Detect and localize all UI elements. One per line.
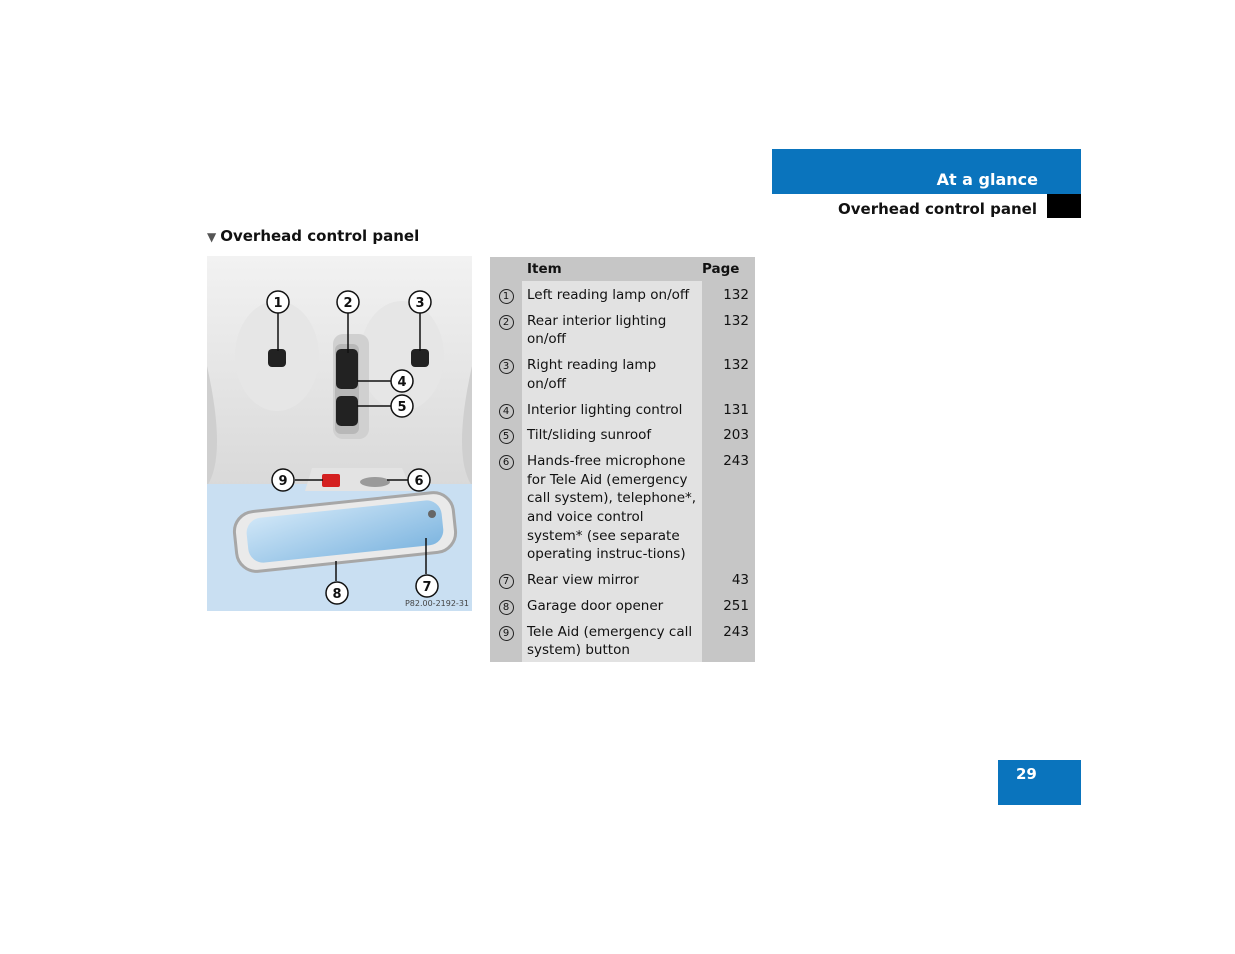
item-page: 203 (702, 421, 755, 447)
callout-3: 3 (415, 296, 425, 311)
item-number: 9 (499, 626, 514, 641)
table-row (490, 307, 755, 351)
callout-5: 5 (397, 400, 407, 415)
item-number: 8 (499, 600, 514, 615)
header-marker (1047, 194, 1081, 218)
callout-6: 6 (414, 474, 424, 489)
chapter-header (772, 149, 1081, 194)
item-table (490, 257, 755, 662)
callout-2: 2 (343, 296, 353, 311)
header-page: Page (702, 257, 755, 281)
table-row (490, 566, 755, 592)
item-description: Rear interior lighting on/off (522, 307, 702, 351)
table-row (490, 281, 755, 307)
table-row (490, 618, 755, 662)
callout-8: 8 (332, 587, 342, 602)
item-number: 4 (499, 404, 514, 419)
header-item: Item (522, 257, 702, 281)
section-header: Overhead control panel (838, 200, 1037, 218)
figure-code: P82.00-2192-31 (404, 599, 469, 608)
table-row (490, 592, 755, 618)
table-header-row (490, 257, 755, 281)
page-number: 29 (1016, 765, 1037, 783)
item-page: 132 (702, 307, 755, 351)
item-description: Interior lighting control (522, 396, 702, 422)
header-num (490, 257, 522, 281)
chapter-title: At a glance (936, 170, 1038, 189)
item-number: 5 (499, 429, 514, 444)
item-description: Left reading lamp on/off (522, 281, 702, 307)
item-description: Tilt/sliding sunroof (522, 421, 702, 447)
item-description: Tele Aid (emergency call system) button (522, 618, 702, 662)
page-title-text: Overhead control panel (220, 227, 420, 245)
item-description: Rear view mirror (522, 566, 702, 592)
item-description: Right reading lamp on/off (522, 351, 702, 395)
item-number: 1 (499, 289, 514, 304)
item-page: 243 (702, 618, 755, 662)
item-description: Hands-free microphone for Tele Aid (emergency call system), telephone*, and voice control system* (see separate operating instruc-tions) (522, 447, 702, 566)
callout-7: 7 (422, 580, 432, 595)
callout-4: 4 (397, 375, 407, 390)
table-row (490, 447, 755, 566)
triangle-icon: ▼ (207, 230, 217, 244)
item-page: 132 (702, 281, 755, 307)
item-description: Garage door opener (522, 592, 702, 618)
item-page: 132 (702, 351, 755, 395)
table-row (490, 396, 755, 422)
overhead-panel-figure (207, 256, 472, 611)
item-number: 6 (499, 455, 514, 470)
table-row (490, 351, 755, 395)
item-number: 2 (499, 315, 514, 330)
item-page: 243 (702, 447, 755, 566)
callout-1: 1 (273, 296, 283, 311)
page-number-box (998, 760, 1081, 805)
table-row (490, 421, 755, 447)
overhead-panel-illustration (207, 256, 472, 611)
item-page: 131 (702, 396, 755, 422)
item-number: 7 (499, 574, 514, 589)
page-title (207, 227, 419, 245)
item-number: 3 (499, 359, 514, 374)
item-page: 43 (702, 566, 755, 592)
item-page: 251 (702, 592, 755, 618)
callout-9: 9 (278, 474, 288, 489)
